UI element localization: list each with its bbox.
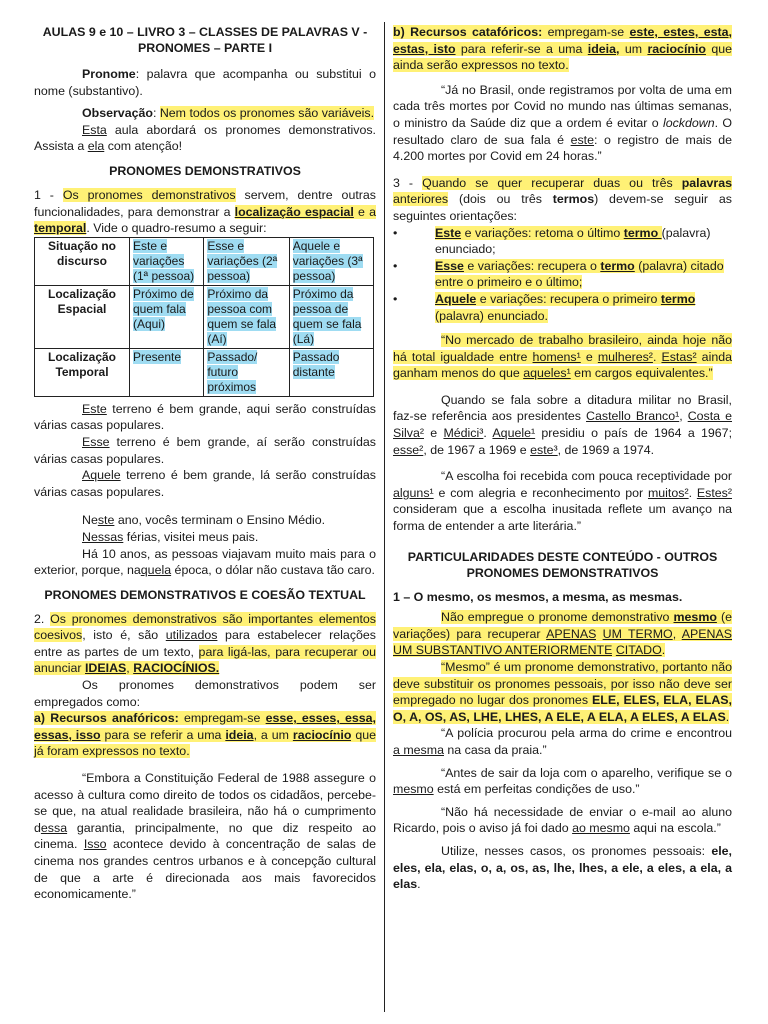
- ex-text: terreno é bem grande, lá serão construídas várias casas populares.: [34, 468, 376, 499]
- m-text: Não empregue o pronome demonstrativo: [441, 610, 674, 625]
- quote-text: “A escolha foi recebida com pouca receptividade por: [441, 469, 732, 484]
- quote-email: [393, 804, 732, 837]
- p3-number: 3 -: [393, 175, 423, 190]
- table-cell: [204, 285, 289, 348]
- bullet-word: Este: [435, 225, 462, 240]
- p2-comma: ,: [126, 661, 134, 676]
- p1-number: 1 -: [34, 187, 63, 202]
- p3-anteriores: anteriores: [393, 192, 449, 207]
- pronoun-esse: esse²: [393, 442, 424, 457]
- pronome-definition: [34, 66, 376, 99]
- paragraph-1: [34, 187, 376, 237]
- ana-ideia: ideia: [225, 727, 254, 742]
- paragraph-3: Os pronomes demonstrativos podem ser empregados como:: [34, 678, 376, 709]
- ex-word: Esse: [82, 434, 110, 449]
- intro-ela: ela: [87, 139, 105, 154]
- m-space: [596, 627, 602, 641]
- table-row: [35, 285, 374, 348]
- cell-text: Próximo da pessoa com quem se fala (Aí): [207, 286, 277, 346]
- ana-text: empregam-se: [178, 711, 266, 726]
- ex-word: Aquele: [82, 468, 121, 483]
- cat-text: para referir-se a uma: [455, 41, 588, 56]
- bullet-termo: termo: [660, 291, 696, 306]
- name-castello: Castello Branco¹: [586, 409, 680, 424]
- quote-text: .: [652, 349, 662, 364]
- m-comma: ,: [672, 626, 682, 641]
- cat-raciocinio: raciocínio: [647, 41, 706, 56]
- p2-ideias: IDEIAS: [84, 661, 127, 676]
- bullet-text: (palavra) enunciado;: [435, 225, 711, 257]
- ex-word: quela: [140, 563, 172, 578]
- utilize-text: Utilize, nesses casos, os pronomes pessoais:: [441, 843, 712, 858]
- ex-text: Há 10 anos, as pessoas viajavam muito mais para o exterior, porque, na: [34, 546, 376, 578]
- quote-a-mesma: a mesma: [393, 742, 444, 757]
- quote-estas: Estas²: [661, 349, 697, 364]
- ana-pronouns: esse, esses, essa, essas, isso: [34, 711, 376, 742]
- page-title: AULAS 9 e 10 – LIVRO 3 – CLASSES DE PALAVRAS V - PRONOMES – PARTE I: [42, 25, 368, 55]
- para-text: , de 1969 a 1974.: [557, 442, 655, 457]
- ex-word: Nessas: [82, 529, 124, 544]
- bullet-word: Aquele: [435, 291, 477, 306]
- bullet-text: e variações: recupera o primeiro: [476, 291, 661, 306]
- table-row: [35, 348, 374, 396]
- cat-ideia: ideia,: [587, 41, 620, 56]
- quote-text: “No mercado de trabalho brasileiro, ainda hoje não há total igualdade entre: [393, 333, 732, 364]
- table-cell: [204, 348, 289, 396]
- ex-word: Ne: [82, 513, 98, 528]
- paragraph-mesmo-2: [393, 659, 732, 725]
- quote-covid: [393, 82, 732, 165]
- observation-text: Nem todos os pronomes são variáveis.: [159, 106, 375, 121]
- ex-text: terreno é bem grande, aí serão construídas várias casas populares.: [34, 434, 376, 466]
- p2-highlight: Os pronomes demonstrativos são importantes elementos coesivos: [34, 611, 376, 643]
- quote-este: este: [570, 132, 595, 147]
- quote-constituicao: [34, 770, 376, 903]
- bullet-text: (palavra) enunciado.: [435, 308, 548, 323]
- p1-temporal: temporal: [34, 221, 87, 236]
- pronome-text: : palavra que acompanha ou substitui o nome (substantivo).: [34, 67, 376, 98]
- table-row: [35, 237, 374, 285]
- bullet-icon: •: [393, 258, 398, 273]
- cell-text: Passado distante: [292, 349, 340, 379]
- quote-policia: [393, 725, 732, 758]
- cell-text: Próximo da pessoa de quem se fala (Lá): [292, 286, 362, 346]
- quote-mercado: [393, 332, 732, 382]
- quote-muitos: muitos²: [647, 485, 689, 500]
- para-text: Quando se fala sobre a ditadura militar no Brasil, faz-se referência aos presidentes: [393, 392, 732, 424]
- bullet-termo: termo: [600, 258, 635, 273]
- quote-text: “A polícia procurou pela arma do crime e encontrou: [441, 726, 732, 741]
- section-title-particularidades: PARTICULARIDADES DESTE CONTEÚDO - OUTROS PRONOMES DEMONSTRATIVOS: [407, 549, 718, 580]
- bullet-text: (palavra) citado entre o primeiro e o último;: [435, 258, 724, 290]
- table-cell: [289, 348, 373, 396]
- left-column: [34, 24, 376, 909]
- quote-text: “Embora a Constituição Federal de 1988 assegure o acesso à cultura como direito de todos os cidadãos, percebe-se que, na atual realidade brasileira, não há o cumprimento d: [34, 771, 376, 835]
- quote-text: . O resultado claro de sua fala é: [393, 115, 732, 147]
- bullet-icon: •: [393, 225, 398, 240]
- quote-text: consideram que a escolha inusitada reflete um avanço na forma de entender a arte literária.”: [393, 502, 732, 534]
- bullet-word: Esse: [435, 258, 464, 273]
- cell-text: Próximo de quem fala (Aqui): [133, 286, 194, 331]
- table-cell: Localização Espacial: [35, 285, 130, 348]
- m-apenas: APENAS: [546, 626, 597, 641]
- summary-table: [34, 237, 374, 397]
- example-este: [34, 401, 376, 434]
- example-nessas: [34, 529, 376, 546]
- quote-aparelho: [393, 765, 732, 798]
- ex-text: época, o dólar não custava tão caro.: [171, 563, 375, 578]
- ana-text: para se referir a uma: [100, 727, 226, 742]
- p2-text: , isto é, são: [82, 628, 166, 643]
- paragraph-utilize: [393, 843, 732, 893]
- quote-text: garantia, principalmente, no que diz respeito ao cinema.: [34, 820, 376, 852]
- list-item: [393, 291, 732, 324]
- cell-text: Esse e variações (2ª pessoa): [207, 238, 278, 283]
- section-title-coesao: PRONOMES DEMONSTRATIVOS E COESÃO TEXTUAL: [44, 587, 366, 602]
- quote-text: acontece devido à concentração de salas de cinema nos grandes centros urbanos e à concepção cultural de que a arte é direcionada aos mais favorecidos economicamente.”: [34, 837, 377, 902]
- table-cell: [289, 237, 373, 285]
- observation-label: Observação: [82, 106, 153, 121]
- quote-text: está em perfeitas condições de uso.”: [433, 782, 640, 797]
- m-text: “Mesmo” é um pronome demonstrativo, portanto não deve substituir os pronomes pessoais, por isso não deve ser empregado no lugar dos pronomes: [393, 660, 732, 708]
- quote-isso: Isso: [83, 837, 107, 852]
- anaphoric-resources: [34, 710, 376, 760]
- ex-word: Este: [82, 401, 107, 416]
- ana-text: que já foram expressos no texto.: [34, 727, 376, 759]
- p3-palavras: palavras: [681, 175, 732, 190]
- intro-text: aula abordará os pronomes demonstrativos. Assista a: [34, 122, 376, 154]
- p1-end: . Vide o quadro-resumo a seguir:: [86, 221, 267, 236]
- list-item: [393, 225, 732, 258]
- m-um-termo: UM TERMO: [602, 626, 673, 641]
- quote-mesmo: mesmo: [393, 782, 434, 797]
- p2-number: 2.: [34, 611, 51, 626]
- bullet-termo: termo: [623, 225, 662, 240]
- cell-text: Este e variações (1ª pessoa): [133, 238, 195, 283]
- quote-text: “Antes de sair da loja com o aparelho, verifique se o: [441, 765, 732, 780]
- m-substantivo: APENAS UM SUBSTANTIVO ANTERIORMENTE: [393, 626, 732, 658]
- quote-text: ainda ganham menos do que: [393, 349, 732, 381]
- ex-text: terreno é bem grande, aqui serão construídas várias casas populares.: [34, 401, 376, 433]
- table-cell: [289, 285, 373, 348]
- quote-text: .: [688, 485, 697, 500]
- para-text: presidiu o país de 1964 a 1967;: [535, 426, 733, 441]
- table-cell: [130, 285, 204, 348]
- bullet-text: e variações: retoma o último: [461, 225, 624, 240]
- p2-text: para estabelecer relações entre as partes de um texto,: [34, 628, 376, 659]
- section-title-demonstrativos: PRONOMES DEMONSTRATIVOS: [109, 163, 301, 178]
- table-cell: [130, 348, 204, 396]
- m-pronomes: ELE, ELES, ELA, ELAS, O, A, OS, AS, LHE, LHES, A ELE, A ELA, A ELES, A ELAS: [393, 693, 732, 724]
- ana-raciocinio: raciocínio: [292, 727, 352, 742]
- table-cell: Situação no discurso: [35, 237, 130, 285]
- quote-homens: homens¹: [532, 349, 581, 364]
- example-aquele: [34, 467, 376, 500]
- cat-text: que ainda serão expressos no texto.: [393, 41, 733, 73]
- cell-text: Presente: [133, 349, 182, 364]
- cataphoric-resources: [393, 24, 732, 74]
- quote-estes: Estes²: [696, 485, 732, 500]
- p3-termos: termos: [552, 192, 595, 207]
- p2-highlight-2: para ligá-las, para recuperar ou anunciar: [34, 644, 376, 676]
- quote-aqueles: aqueles¹: [523, 366, 571, 381]
- paragraph-mesmo-1: [393, 609, 732, 659]
- quote-text: “Não há necessidade de enviar o e-mail ao aluno Ricardo, pois o aviso já foi dado: [393, 804, 732, 836]
- example-naquela: [34, 546, 376, 579]
- name-costa: Costa e Silva²: [393, 409, 732, 441]
- p1-highlight: Os pronomes demonstrativos: [62, 187, 236, 202]
- column-divider: [384, 22, 385, 1012]
- para-text: ,: [679, 409, 688, 424]
- p3-highlight: Quando se quer recuperar duas ou três: [422, 175, 682, 190]
- quote-essa: essa: [40, 820, 68, 835]
- para-text: , de 1967 a 1969 e: [423, 442, 531, 457]
- table-cell: Localização Temporal: [35, 348, 130, 396]
- example-neste: [34, 512, 376, 529]
- p2-utilizados: utilizados: [165, 628, 218, 643]
- subsection-text: 1 – O mesmo, os mesmos, a mesma, as mesmas.: [393, 589, 683, 604]
- para-text: e: [423, 426, 444, 441]
- p3-text: (dois ou três: [448, 192, 553, 207]
- anaphoric-label: a) Recursos anafóricos:: [34, 711, 179, 726]
- intro-paragraph: [34, 122, 376, 155]
- cataphoric-label: b) Recursos catafóricos:: [393, 25, 543, 39]
- intro-esta: Esta: [82, 122, 107, 137]
- cat-text: empregam-se: [542, 25, 630, 39]
- cell-text: Aquele e variações (3ª pessoa): [292, 238, 363, 283]
- paragraph-2: [34, 611, 376, 677]
- p1-text: servem, dentre outras funcionalidades, para demonstrar a: [34, 187, 376, 219]
- pronome-label: Pronome: [82, 67, 136, 81]
- utilize-pronouns: ele, eles, ela, elas, o, a, os, as, lhe, lhes, a ele, a eles, a ela, a elas: [393, 843, 732, 892]
- paragraph-3-right: [393, 175, 732, 225]
- example-esse: [34, 434, 376, 467]
- quote-mulheres: mulheres²: [597, 349, 653, 364]
- m-citado: CITADO: [615, 643, 662, 658]
- cat-pronouns: este, estes, esta, estas, isto: [393, 25, 732, 56]
- quote-escolha: [393, 468, 732, 534]
- p1-espacial: localização espacial: [234, 204, 354, 219]
- quote-text: “Já no Brasil, onde registramos por volta de uma em cada três mortes por Covid no mundo nas últimas semanas, o ministro da Saúde diz que a ordem é evitar o: [393, 82, 732, 130]
- table-cell: [130, 237, 204, 285]
- bullet-text: e variações: recupera o: [463, 258, 601, 273]
- para-text: .: [483, 426, 493, 441]
- m-period: .: [661, 643, 666, 658]
- pronoun-aquele: Aquele¹: [492, 426, 536, 441]
- quote-text: na casa da praia.”: [443, 742, 547, 757]
- subsection-title-mesmo: [393, 589, 732, 606]
- p3-text: ) devem-se seguir as seguintes orientações:: [393, 192, 732, 223]
- pronoun-este: este³: [530, 442, 558, 457]
- quote-ao-mesmo: ao mesmo: [572, 821, 630, 836]
- quote-text: em cargos equivalentes.”: [570, 366, 713, 381]
- paragraph-ditadura: [393, 392, 732, 458]
- quote-lockdown: lockdown: [662, 115, 715, 130]
- quote-text: : o registro de mais de 4.200 mortes por Covid em 24 horas.”: [393, 132, 732, 164]
- bullet-icon: •: [393, 291, 398, 306]
- p2-raciocinios: RACIOCÍNIOS.: [133, 661, 220, 676]
- p1-e: e a: [353, 204, 377, 219]
- ex-text: férias, visitei meus pais.: [123, 529, 259, 544]
- ana-text: , a um: [253, 727, 293, 742]
- quote-text: e: [580, 349, 598, 364]
- quote-text: aqui na escola.”: [629, 821, 721, 836]
- right-column: [393, 24, 732, 899]
- ex-text: ano, vocês terminam o Ensino Médio.: [114, 513, 326, 528]
- m-text: (e variações) para recuperar: [393, 610, 732, 641]
- table-cell: [204, 237, 289, 285]
- cell-text: Passado/ futuro próximos: [207, 349, 258, 394]
- ex-word-underlined: ste: [97, 513, 115, 528]
- quote-alguns: alguns¹: [393, 485, 434, 500]
- quote-text: e com alegria e reconhecimento por: [433, 485, 648, 500]
- m-mesmo: mesmo: [673, 610, 717, 625]
- intro-end: com atenção!: [104, 139, 183, 154]
- cat-text: um: [619, 41, 648, 56]
- name-medici: Médici³: [443, 426, 484, 441]
- utilize-period: .: [417, 877, 421, 892]
- list-item: [393, 258, 732, 291]
- m-period: .: [725, 709, 730, 724]
- observation: Observação: Nem todos os pronomes são variáveis.: [82, 106, 375, 121]
